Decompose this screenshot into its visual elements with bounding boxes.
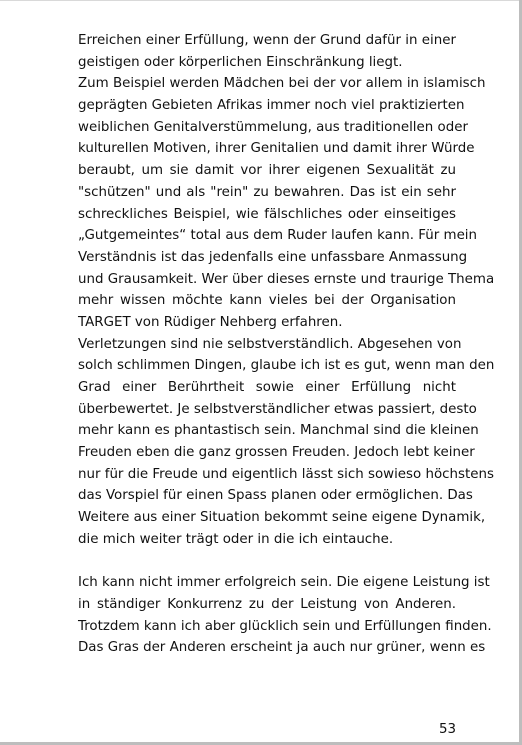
text-line: mehr wissen möchte kann vieles bei der Organisation (78, 293, 456, 309)
text-line: Ich kann nicht immer erfolgreich sein. Die eigene Leistung ist (78, 575, 490, 591)
text-line: mehr kann es phantastisch sein. Manchmal sind die kleinen (78, 423, 479, 439)
text-line: Zum Beispiel werden Mädchen bei der vor allem in islamisch (78, 76, 486, 92)
text-line: solch schlimmen Dingen, glaube ich ist es gut, wenn man den (78, 358, 495, 374)
page-top-edge (0, 0, 522, 1)
text-line: Grad einer Berührtheit sowie einer Erfüllung nicht (78, 380, 456, 395)
text-line: kulturellen Motiven, ihrer Genitalien und damit ihrer Würde (78, 141, 475, 157)
text-line: das Vorspiel für einen Spass planen oder ermöglichen. Das (78, 488, 473, 504)
text-line: überbewertet. Je selbstverständlicher etwas passiert, desto (78, 401, 477, 417)
text-line: nur für die Freude und eigentlich lässt sich sowieso höchstens (78, 466, 494, 482)
text-line: Verletzungen sind nie selbstverständlich. Abgesehen von (78, 336, 462, 352)
text-line: Erreichen einer Erfüllung, wenn der Grund dafür in einer (78, 33, 456, 48)
text-line: schreckliches Beispiel, wie fälschliches oder einseitiges (78, 206, 456, 222)
text-line: geprägten Gebieten Afrikas immer noch viel praktizierten (78, 98, 465, 114)
text-line: „Gutgemeintes“ total aus dem Ruder laufen kann. Für mein (78, 228, 478, 244)
blank-line (78, 551, 456, 573)
text-line: beraubt, um sie damit vor ihrer eigenen Sexualität zu (78, 163, 456, 179)
text-line: Das Gras der Anderen erscheint ja auch nur grüner, wenn es (78, 640, 486, 656)
text-line: und Grausamkeit. Wer über dieses ernste und traurige Thema (78, 271, 495, 287)
body-text (78, 30, 495, 659)
text-line: Trotzdem kann ich aber glücklich sein und Erfüllungen finden. (78, 618, 492, 634)
text-line: Weitere aus einer Situation bekommt seine eigene Dynamik, (78, 510, 486, 526)
text-line: Verständnis ist das jedenfalls eine unfassbare Anmassung (78, 249, 468, 265)
text-line: in ständiger Konkurrenz zu der Leistung von Anderen. (78, 596, 456, 612)
text-line: "schützen" und als "rein" zu bewahren. Das ist ein sehr (78, 184, 456, 200)
text-line: Freuden eben die ganz grossen Freuden. Jedoch lebt keiner (78, 445, 475, 461)
page-number: 53 (438, 722, 456, 737)
text-line: weiblichen Genitalverstümmelung, aus traditionellen oder (78, 119, 468, 135)
text-line: TARGET von Rüdiger Nehberg erfahren. (78, 314, 343, 330)
text-line: geistigen oder körperlichen Einschränkung liegt. (78, 54, 403, 70)
text-line: die mich weiter trägt oder in die ich eintauche. (78, 531, 394, 547)
